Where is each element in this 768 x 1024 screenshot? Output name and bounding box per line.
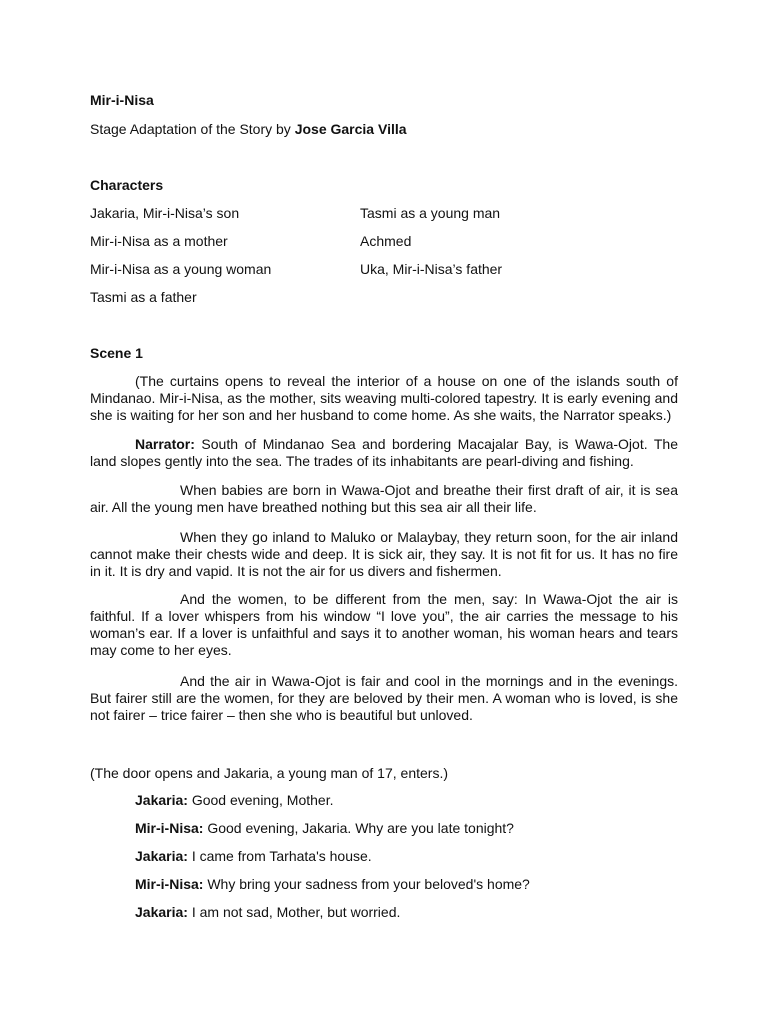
- paragraph-babies: When babies are born in Wawa-Ojot and breathe their first draft of air, it is sea air. All the young men have breathed nothing but this sea air all their life.: [90, 482, 678, 515]
- characters-heading: Characters: [90, 177, 164, 193]
- dialogue-text: Why bring your sadness from your beloved's home?: [203, 876, 530, 892]
- play-title: Mir-i-Nisa: [90, 92, 154, 108]
- subtitle-author: Jose Garcia Villa: [294, 121, 407, 137]
- dialogue-line: [135, 848, 372, 864]
- scene-heading: Scene 1: [90, 345, 143, 361]
- dialogue-text: Good evening, Jakaria. Why are you late tonight?: [203, 820, 514, 836]
- dialogue-text: I am not sad, Mother, but worried.: [187, 904, 401, 920]
- character-left-3: Mir-i-Nisa as a young woman: [90, 261, 272, 277]
- dialogue-text: I came from Tarhata's house.: [187, 848, 372, 864]
- dialogue-speaker: Jakaria:: [135, 792, 188, 808]
- narrator-paragraph: [90, 436, 678, 470]
- character-left-2: Mir-i-Nisa as a mother: [90, 233, 228, 249]
- character-right-1: Tasmi as a young man: [360, 205, 501, 221]
- stage-direction-opening: (The curtains opens to reveal the interior of a house on one of the islands south of Mindanao. Mir-i-Nisa, as the mother, sits weaving multi-colored tapestry. It is early evening and she is waiting for her son and her husband to come home. As she waits, the Narrator speaks.): [90, 373, 678, 423]
- character-right-2: Achmed: [360, 233, 412, 249]
- play-subtitle: [90, 121, 407, 137]
- paragraph-fair: And the air in Wawa-Ojot is fair and cool in the mornings and in the evenings. But fairer still are the women, for they are beloved by their men. A woman who is loved, is she not fairer – trice fairer – then she who is beautiful but unloved.: [90, 673, 678, 723]
- dialogue-speaker: Mir-i-Nisa:: [135, 820, 204, 836]
- paragraph-women: And the women, to be different from the men, say: In Wawa-Ojot the air is faithful. If a lover whispers from his window “I love you”, the air carries the message to his woman’s ear. If a lover is unfaithful and says it to another woman, his woman hears and tears may come to her eyes.: [90, 591, 678, 658]
- character-right-3: Uka, Mir-i-Nisa’s father: [360, 261, 503, 277]
- paragraph-inland: When they go inland to Maluko or Malaybay, they return soon, for the air inland cannot make their chests wide and deep. It is sick air, they say. It is not fit for us. It has no fire in it. It is dry and vapid. It is not the air for us divers and fishermen.: [90, 529, 678, 579]
- dialogue-speaker: Jakaria:: [135, 904, 188, 920]
- character-left-1: Jakaria, Mir-i-Nisa’s son: [90, 205, 240, 221]
- dialogue-line: [135, 820, 514, 836]
- dialogue-text: Good evening, Mother.: [187, 792, 334, 808]
- dialogue-line: [135, 904, 400, 920]
- subtitle-prefix: Stage Adaptation of the Story by: [90, 121, 295, 137]
- narrator-text: South of Mindanao Sea and bordering Macajalar Bay, is Wawa-Ojot. The land slopes gently into the sea. The trades of its inhabitants are pearl-diving and fishing.: [90, 436, 678, 469]
- narrator-label: Narrator:: [135, 436, 195, 452]
- character-left-4: Tasmi as a father: [90, 289, 197, 305]
- dialogue-line: [135, 876, 530, 892]
- stage-direction-entrance: (The door opens and Jakaria, a young man of 17, enters.): [90, 765, 448, 781]
- dialogue-line: [135, 792, 333, 808]
- dialogue-speaker: Mir-i-Nisa:: [135, 876, 204, 892]
- dialogue-speaker: Jakaria:: [135, 848, 188, 864]
